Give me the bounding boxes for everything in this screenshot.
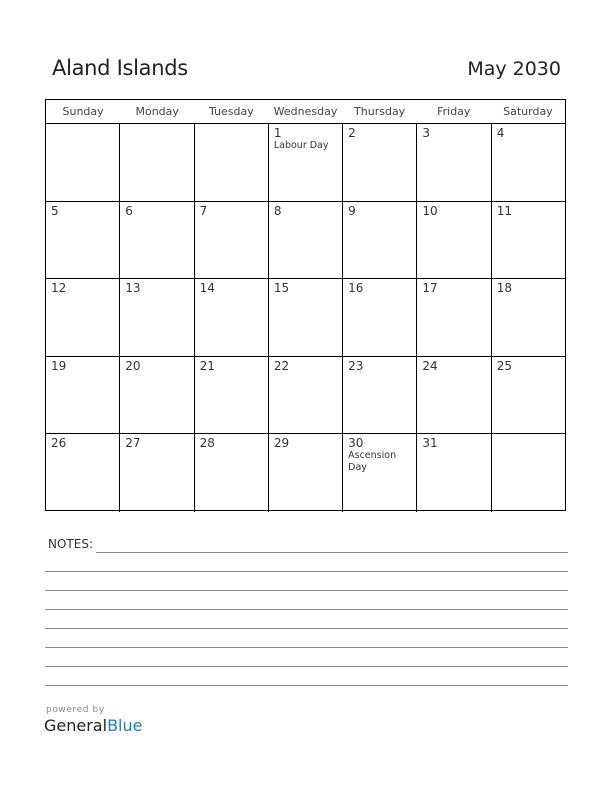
week-row	[46, 202, 565, 280]
day-number: 9	[348, 203, 356, 218]
day-number: 19	[51, 358, 67, 373]
day-cell	[492, 279, 565, 356]
brand-general: General	[44, 716, 108, 735]
day-cell	[46, 434, 120, 512]
day-number: 7	[199, 203, 208, 218]
day-cell	[120, 434, 194, 512]
day-cell	[417, 124, 491, 201]
day-cell	[269, 434, 343, 512]
day-cell	[343, 124, 417, 201]
day-cell	[195, 202, 269, 279]
weekday-thursday: Thursday	[354, 105, 406, 118]
generalblue-logo[interactable]	[44, 716, 142, 735]
weekday-monday: Monday	[135, 105, 179, 118]
week-row	[46, 434, 565, 512]
holiday-label: Ascension Day	[348, 450, 397, 474]
week-row	[46, 279, 565, 357]
day-number: 27	[125, 436, 141, 451]
day-number: 17	[422, 281, 438, 296]
day-cell	[195, 434, 269, 512]
day-cell	[269, 279, 343, 356]
day-cell	[46, 202, 120, 279]
day-number: 22	[273, 358, 290, 373]
note-line	[45, 685, 568, 686]
day-number: 25	[496, 358, 512, 373]
day-number: 16	[348, 281, 364, 296]
day-cell	[343, 357, 417, 434]
day-number: 31	[422, 436, 438, 451]
weekday-wednesday: Wednesday	[273, 105, 338, 118]
day-number: 6	[125, 203, 133, 218]
day-number: 13	[125, 281, 141, 296]
day-cell	[46, 357, 120, 434]
day-cell	[120, 124, 194, 201]
day-number: 11	[496, 203, 512, 218]
region-title: Aland Islands	[52, 56, 188, 80]
holiday-label: Labour Day	[273, 140, 329, 151]
day-cell	[417, 357, 491, 434]
note-line	[45, 628, 568, 629]
brand-blue: Blue	[107, 716, 143, 735]
weekday-tuesday: Tuesday	[208, 105, 254, 118]
day-cell	[343, 434, 417, 512]
note-line	[45, 647, 568, 648]
day-number: 10	[422, 203, 438, 218]
week-row	[46, 357, 565, 435]
day-number: 18	[496, 281, 512, 296]
day-number: 4	[496, 126, 505, 140]
day-cell	[269, 202, 343, 279]
powered-by-text: powered by	[46, 705, 105, 715]
month-title: May 2030	[467, 58, 561, 80]
day-cell	[417, 202, 491, 279]
day-number: 21	[199, 358, 215, 373]
weekday-saturday: Saturday	[503, 105, 553, 118]
day-number: 24	[422, 358, 438, 373]
day-number: 5	[51, 203, 59, 218]
day-number: 30	[348, 436, 364, 451]
week-row	[46, 124, 565, 202]
weekday-header-row	[46, 100, 565, 124]
day-cell	[269, 124, 343, 201]
day-number: 15	[273, 281, 290, 296]
day-number: 20	[125, 358, 141, 373]
weekday-sunday: Sunday	[62, 105, 104, 118]
day-number: 29	[273, 436, 290, 451]
note-line	[45, 590, 568, 591]
calendar-grid	[45, 99, 566, 511]
day-cell	[492, 434, 565, 512]
day-cell	[46, 279, 120, 356]
day-cell	[492, 357, 565, 434]
day-cell	[120, 279, 194, 356]
day-number: 14	[199, 281, 215, 296]
day-cell	[417, 279, 491, 356]
note-line	[45, 571, 568, 572]
day-number: 12	[51, 281, 67, 296]
day-number: 1	[273, 126, 282, 140]
day-cell	[120, 357, 194, 434]
day-cell	[269, 357, 343, 434]
day-number: 23	[348, 358, 364, 373]
day-number: 8	[273, 203, 282, 218]
day-number: 3	[422, 126, 431, 140]
day-cell	[343, 202, 417, 279]
day-cell	[343, 279, 417, 356]
note-line	[45, 666, 568, 667]
notes-label: NOTES:	[48, 537, 93, 551]
day-cell	[195, 124, 269, 201]
day-number: 26	[51, 436, 67, 451]
note-line	[96, 552, 568, 553]
day-cell	[417, 434, 491, 512]
weekday-friday: Friday	[437, 105, 471, 118]
day-cell	[195, 279, 269, 356]
day-cell	[492, 202, 565, 279]
day-cell	[195, 357, 269, 434]
day-number: 2	[348, 126, 356, 140]
day-cell	[120, 202, 194, 279]
day-cell	[46, 124, 120, 201]
day-number: 28	[199, 436, 215, 451]
day-cell	[492, 124, 565, 201]
note-line	[45, 609, 568, 610]
